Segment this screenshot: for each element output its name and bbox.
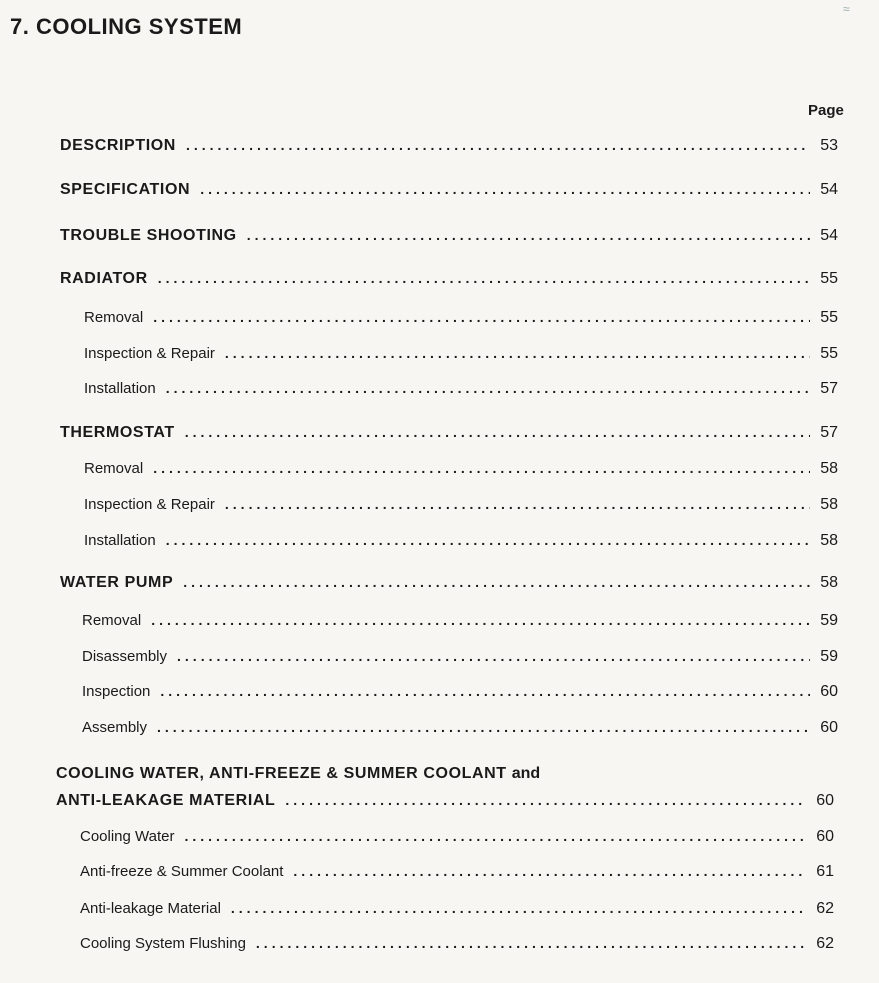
toc-entry-label: Anti-leakage Material [80,900,221,917]
toc-entry-specification[interactable] [60,181,838,199]
scan-corner-mark: ≈ [843,2,850,16]
toc-page-number: 60 [820,719,838,736]
leader-dots [183,574,810,590]
leader-dots [185,424,810,440]
toc-entry-label: THERMOSTAT [60,424,175,441]
leader-dots [186,137,810,153]
toc-page-number: 60 [820,683,838,700]
toc-page-number: 58 [820,532,838,549]
toc-page-number: 55 [820,270,838,287]
toc-entry-label: Disassembly [82,648,168,665]
toc-entry-water-pump-removal[interactable] [82,612,838,630]
toc-entry-label: Installation [84,380,156,397]
leader-dots [153,460,810,476]
leader-dots [166,380,810,396]
leader-dots [166,532,810,548]
leader-dots [247,227,810,243]
toc-entry-label: Inspection [82,683,151,700]
toc-entry-label: ANTI-LEAKAGE MATERIAL [56,792,276,809]
toc-entry-label: TROUBLE SHOOTING [60,227,237,244]
toc-entry-anti-leakage-material[interactable] [56,792,834,810]
toc-entry-water-pump-inspection[interactable] [82,683,838,701]
toc-entry-trouble-shooting[interactable] [60,227,838,245]
toc-entry-radiator-installation[interactable] [84,380,838,398]
leader-dots [151,612,810,628]
toc-page-number: 57 [820,424,838,441]
toc-entry-radiator-removal[interactable] [84,309,838,327]
toc-entry-cooling-water[interactable] [80,828,834,846]
toc-page-number: 58 [820,574,838,591]
toc-entry-thermostat-installation[interactable] [84,532,838,550]
toc-page-number: 62 [816,900,834,917]
toc-entry-cooling-system-flushing[interactable] [80,935,834,953]
toc-entry-water-pump[interactable] [60,574,838,592]
toc-entry-label-conjunction: and [511,765,541,782]
toc-entry-label: Removal [82,612,142,629]
toc-page-number: 59 [820,648,838,665]
toc-entry-label: Inspection & Repair [84,496,215,513]
toc-entry-thermostat-inspection-repair[interactable] [84,496,838,514]
leader-dots [285,792,806,808]
toc-page-number: 54 [820,181,838,198]
leader-dots [225,345,810,361]
toc-entry-label: Installation [84,532,156,549]
leader-dots [225,496,810,512]
toc-entry-label: Anti-freeze & Summer Coolant [80,863,284,880]
toc-entry-water-pump-disassembly[interactable] [82,648,838,666]
page-column-heading: Page [808,102,844,119]
toc-entry-water-pump-assembly[interactable] [82,719,838,737]
toc-entry-anti-freeze-summer-coolant[interactable] [80,863,834,881]
leader-dots [157,719,810,735]
toc-entry-label: RADIATOR [60,270,148,287]
toc-entry-anti-leakage-material-sub[interactable] [80,900,834,918]
toc-entry-label: Cooling System Flushing [80,935,246,952]
toc-entry-description[interactable] [60,137,838,155]
leader-dots [158,270,810,286]
toc-entry-label: Removal [84,460,144,477]
leader-dots [231,900,806,916]
toc-page-number: 62 [816,935,834,952]
toc-entry-thermostat-removal[interactable] [84,460,838,478]
toc-entry-label: DESCRIPTION [60,137,176,154]
toc-page-number: 58 [820,496,838,513]
toc-entry-cooling-water-heading-line1 [56,765,540,783]
toc-page-number: 58 [820,460,838,477]
toc-entry-label: SPECIFICATION [60,181,191,198]
leader-dots [177,648,810,664]
toc-entry-label: Assembly [82,719,148,736]
toc-entry-radiator-inspection-repair[interactable] [84,345,838,363]
toc-page-number: 60 [816,792,834,809]
leader-dots [153,309,810,325]
leader-dots [256,935,806,951]
toc-page-number: 53 [820,137,838,154]
page-title: 7. COOLING SYSTEM [10,14,243,39]
leader-dots [160,683,810,699]
toc-page-number: 60 [816,828,834,845]
toc-entry-radiator[interactable] [60,270,838,288]
toc-page-number: 55 [820,309,838,326]
toc-entry-label: WATER PUMP [60,574,174,591]
toc-entry-label: Cooling Water [80,828,175,845]
toc-page-number: 54 [820,227,838,244]
toc-entry-thermostat[interactable] [60,424,838,442]
toc-entry-label: Inspection & Repair [84,345,215,362]
leader-dots [184,828,806,844]
toc-page-number: 55 [820,345,838,362]
toc-entry-label-line1: COOLING WATER, ANTI-FREEZE & SUMMER COOLANT [56,765,507,782]
toc-page-number: 61 [816,863,834,880]
toc-page-number: 59 [820,612,838,629]
toc-entry-label: Removal [84,309,144,326]
leader-dots [200,181,810,197]
toc-page-number: 57 [820,380,838,397]
leader-dots [293,863,806,879]
